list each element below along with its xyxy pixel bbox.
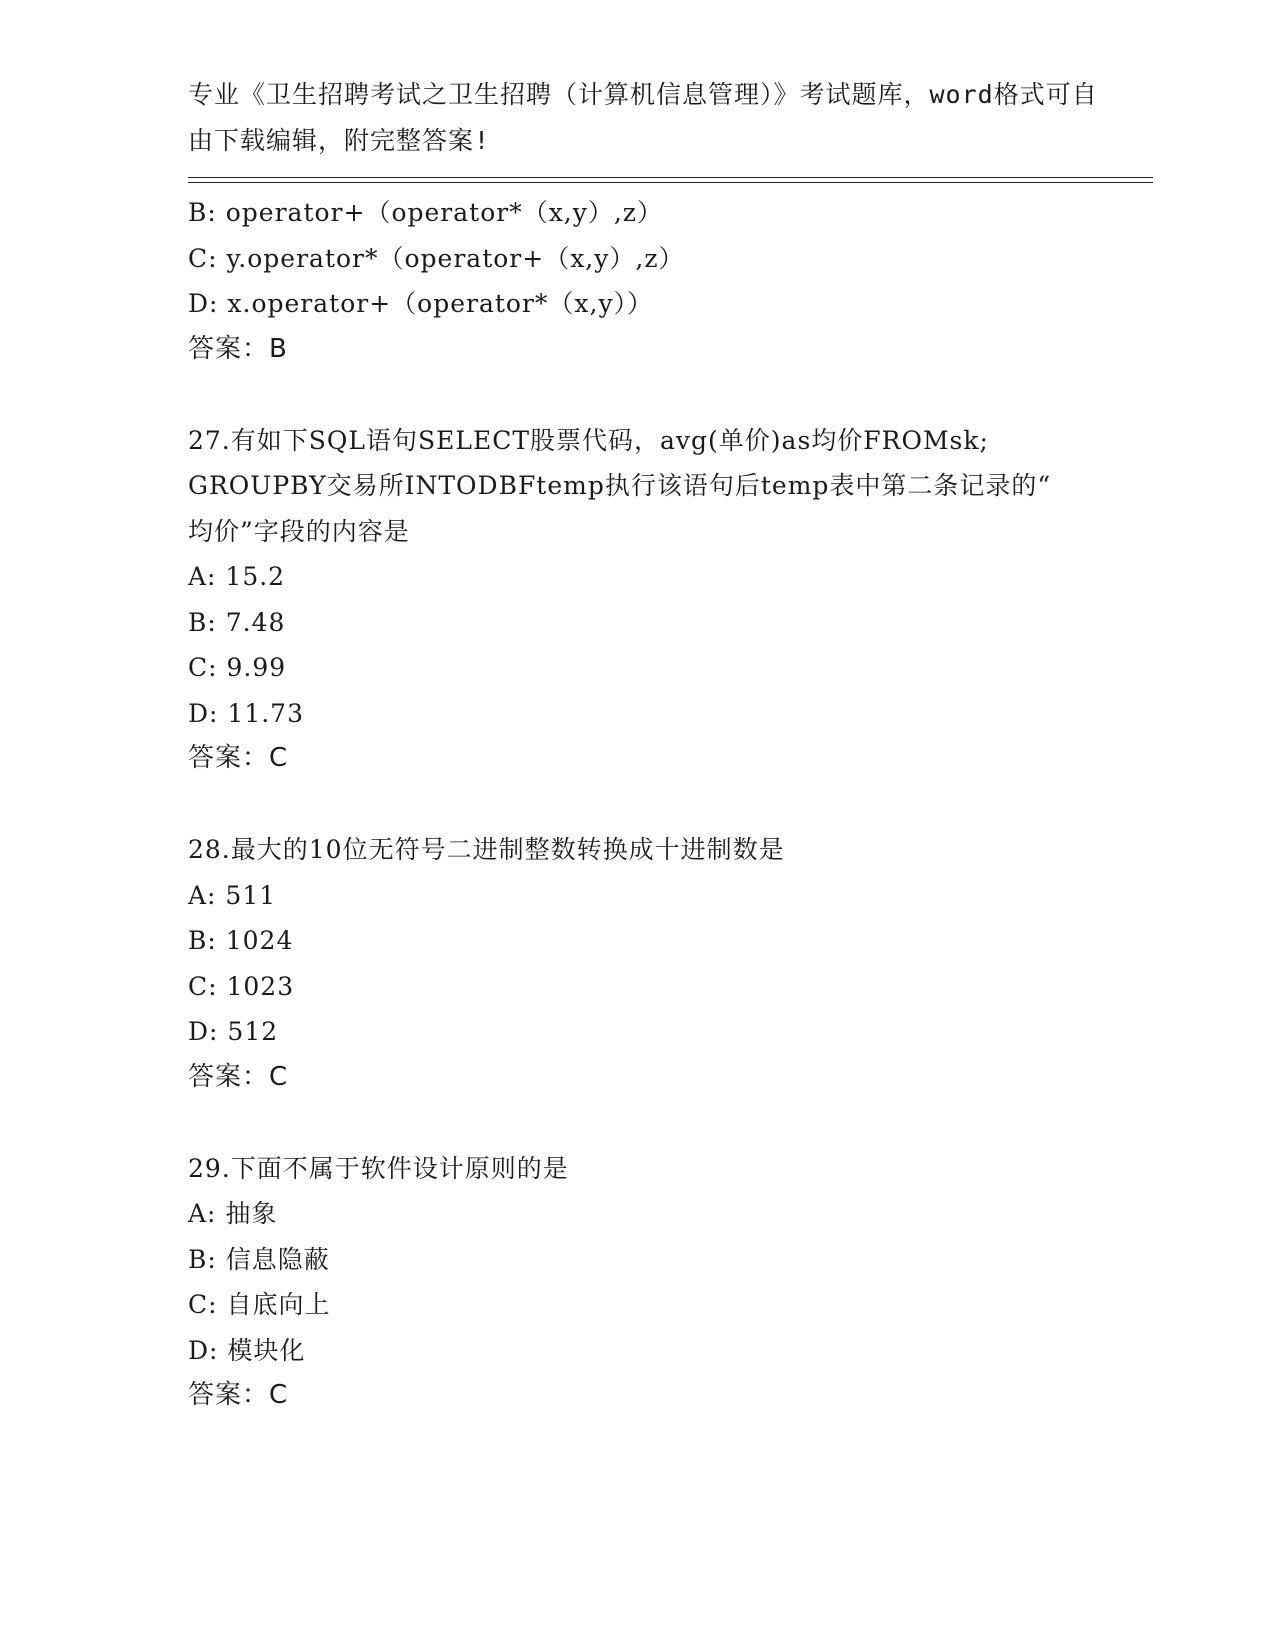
option-c: C: y.operator*（operator+（x,y）,z） [188,243,685,273]
option-c: C: 1023 [188,971,295,1001]
option-b: B: operator+（operator*（x,y）,z） [188,198,663,227]
answer: 答案：B [188,333,288,364]
option-d: D: 模块化 [188,1335,306,1365]
question-28 [188,827,1148,1100]
option-a: A: 15.2 [188,562,286,591]
option-d: D: 11.73 [188,698,304,728]
question-stem: GROUPBY交易所INTODBFtemp执行该语句后temp表中第二条记录的“ [188,471,1052,500]
answer: 答案：C [188,1380,289,1410]
option-c: C: 自底向上 [188,1290,331,1319]
answer: 答案：C [188,743,289,773]
header-divider-top [188,177,1153,178]
option-b: B: 1024 [188,926,294,955]
option-c: C: 9.99 [188,653,287,682]
answer: 答案：C [188,1061,289,1092]
option-b: B: 信息隐蔽 [188,1244,330,1274]
option-a: A: 511 [188,880,277,910]
question-26 [188,190,1148,372]
header-divider-bottom [188,182,1153,183]
question-stem: 27.有如下SQL语句SELECT股票代码，avg(单价)as均价FROMsk; [188,425,989,455]
question-stem: 28.最大的10位无符号二进制整数转换成十进制数是 [188,835,785,864]
spacer [188,1100,1148,1146]
question-list [188,190,1148,1419]
question-stem: 均价”字段的内容是 [188,516,410,546]
option-a: A: 抽象 [188,1199,278,1228]
spacer [188,782,1148,828]
question-stem: 29.下面不属于软件设计原则的是 [188,1153,569,1183]
document-header [188,72,1098,163]
question-29 [188,1146,1148,1419]
option-b: B: 7.48 [188,607,286,637]
option-d: D: 512 [188,1017,279,1046]
header-line-1: 专业《卫生招聘考试之卫生招聘（计算机信息管理）》考试题库，word格式可自 [188,80,1098,109]
question-27 [188,418,1148,782]
header-line-2: 由下载编辑，附完整答案! [188,125,491,155]
option-d: D: x.operator+（operator*（x,y）） [188,289,654,318]
spacer [188,372,1148,418]
